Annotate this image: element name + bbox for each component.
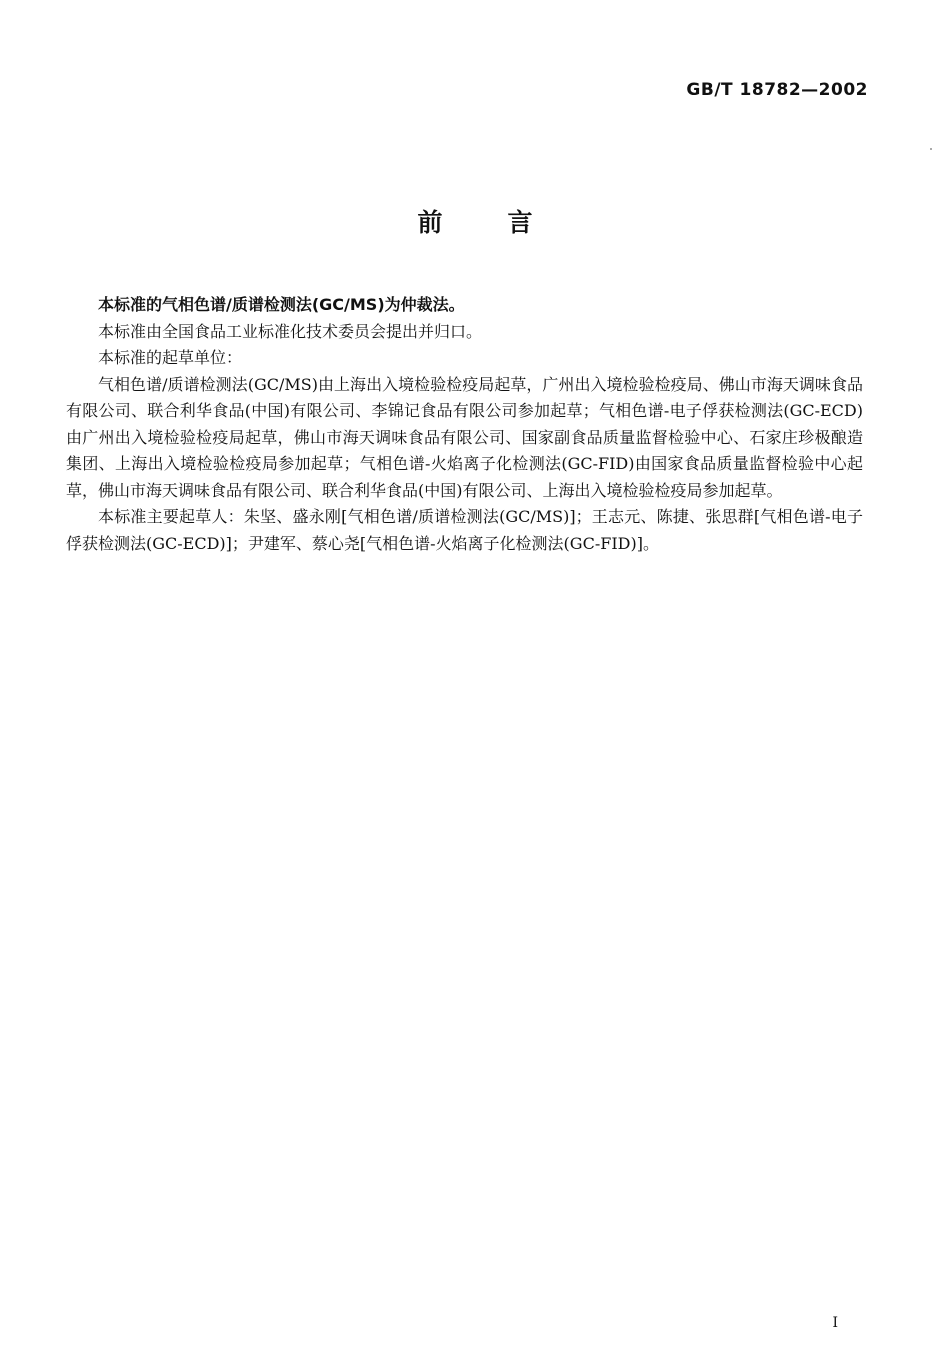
scan-speck: [930, 148, 932, 150]
paragraph-arbitration-method: 本标准的气相色谱/质谱检测法(GC/MS)为仲裁法。: [98, 295, 465, 314]
page-number: I: [832, 1315, 838, 1331]
paragraph-proposer: 本标准由全国食品工业标准化技术委员会提出并归口。: [98, 321, 483, 341]
heading-char-1: 前: [417, 208, 443, 237]
paragraph-drafting-units: 气相色谱/质谱检测法(GC/MS)由上海出入境检验检疫局起草，广州出入境检验检疫局、佛山市海天调味食品有限公司、联合利华食品(中国)有限公司、李锦记食品有限公司参加起草；气相色谱-电子俘获检测法(GC-ECD)由广州出入境检验检疫局起草，佛山市海天调味食品有限公司、国家副食品质量监督检验中心、石家庄珍极酿造集团、上海出入境检验检疫局参加起草；气相色谱-火焰离子化检测法(GC-FID)由国家食品质量监督检验中心起草，佛山市海天调味食品有限公司、联合利华食品(中国)有限公司、上海出入境检验检疫局参加起草。: [66, 374, 863, 500]
foreword-heading: [0, 206, 950, 240]
heading-char-2: 言: [507, 208, 533, 237]
paragraph-drafting-units-intro: 本标准的起草单位：: [98, 348, 243, 367]
foreword-body: [66, 292, 863, 557]
paragraph-main-drafters: 本标准主要起草人：朱坚、盛永刚[气相色谱/质谱检测法(GC/MS)]；王志元、陈捷、张思群[气相色谱-电子俘获检测法(GC-ECD)]；尹建军、蔡心尧[气相色谱-火焰离子化检测法(GC-FID)]。: [66, 507, 863, 553]
standard-code: GB/T 18782—2002: [686, 80, 868, 100]
